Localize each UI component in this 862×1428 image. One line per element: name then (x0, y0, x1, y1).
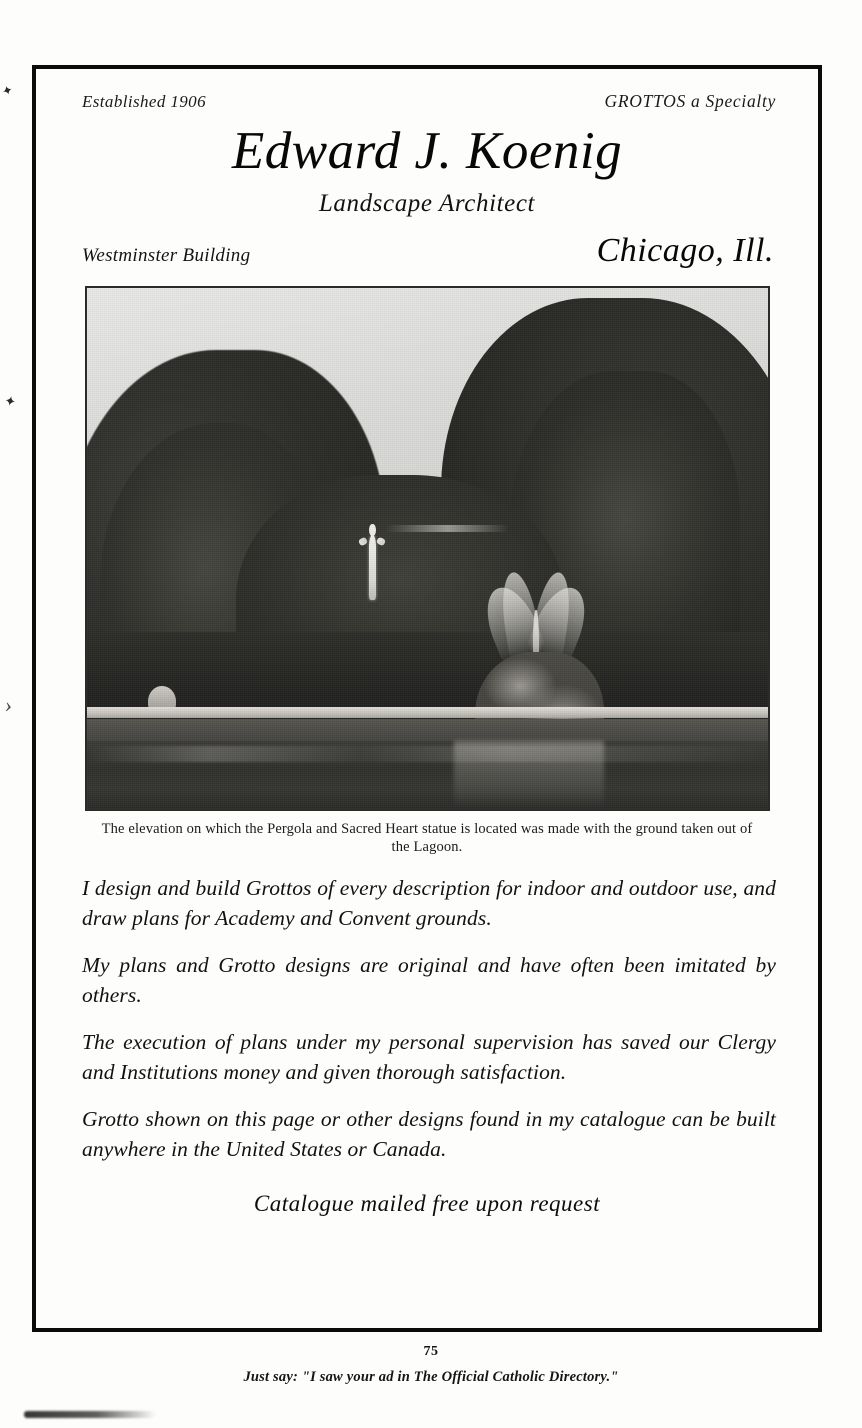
address-line (70, 232, 784, 270)
pergola-beam (386, 525, 509, 532)
statue-body (369, 535, 376, 601)
photo-caption: The elevation on which the Pergola and Sacred Heart statue is located was made with the ground taken out of the Lagoon. (101, 820, 753, 856)
lagoon-photograph (85, 286, 770, 811)
scan-speckle-top: ✦ (0, 81, 15, 100)
body-paragraph-2: My plans and Grotto designs are original and have often been imitated by others. (82, 952, 776, 1008)
advertisement-content (36, 69, 818, 1328)
building-name: Westminster Building (82, 244, 251, 266)
body-paragraph-3: The execution of plans under my personal supervision has saved our Clergy and Institutions money and given thorough satisfaction. (82, 1029, 776, 1085)
scan-speckle-middle: ✦ (2, 393, 18, 412)
statue-arm-left (358, 536, 368, 546)
footer-note: Just say: "I saw your ad in The Official Catholic Directory." (243, 1369, 619, 1385)
city-name: Chicago, Ill. (596, 231, 774, 269)
advertisement-header-line (70, 91, 784, 112)
catalogue-tagline: Catalogue mailed free upon request (253, 1190, 601, 1216)
lagoon-wall-shadow (87, 719, 768, 743)
page-number: 75 (423, 1344, 439, 1359)
water-reflection (454, 741, 604, 809)
sacred-heart-statue (362, 522, 382, 600)
lagoon-wall (87, 707, 768, 718)
specialty-label: GROTTOS a Specialty (604, 91, 776, 111)
water-shimmer (87, 746, 768, 762)
body-paragraph-4: Grotto shown on this page or other designs found in my catalogue can be built anywhere in the United States or Canada. (82, 1106, 776, 1162)
page-footer (0, 1344, 862, 1386)
scan-edge-smudge (24, 1411, 156, 1418)
photograph-scene (87, 288, 768, 809)
body-paragraph-1: I design and build Grottos of every description for indoor and outdoor use, and draw plans for Academy and Convent grounds. (82, 875, 776, 931)
firm-name: Edward J. Koenig (231, 122, 623, 180)
established-year: Established 1906 (82, 92, 206, 111)
profession-label: Landscape Architect (318, 189, 536, 217)
scan-speckle-lower: › (3, 691, 14, 718)
advertisement-frame (32, 65, 822, 1332)
advertisement-body (82, 873, 776, 1165)
